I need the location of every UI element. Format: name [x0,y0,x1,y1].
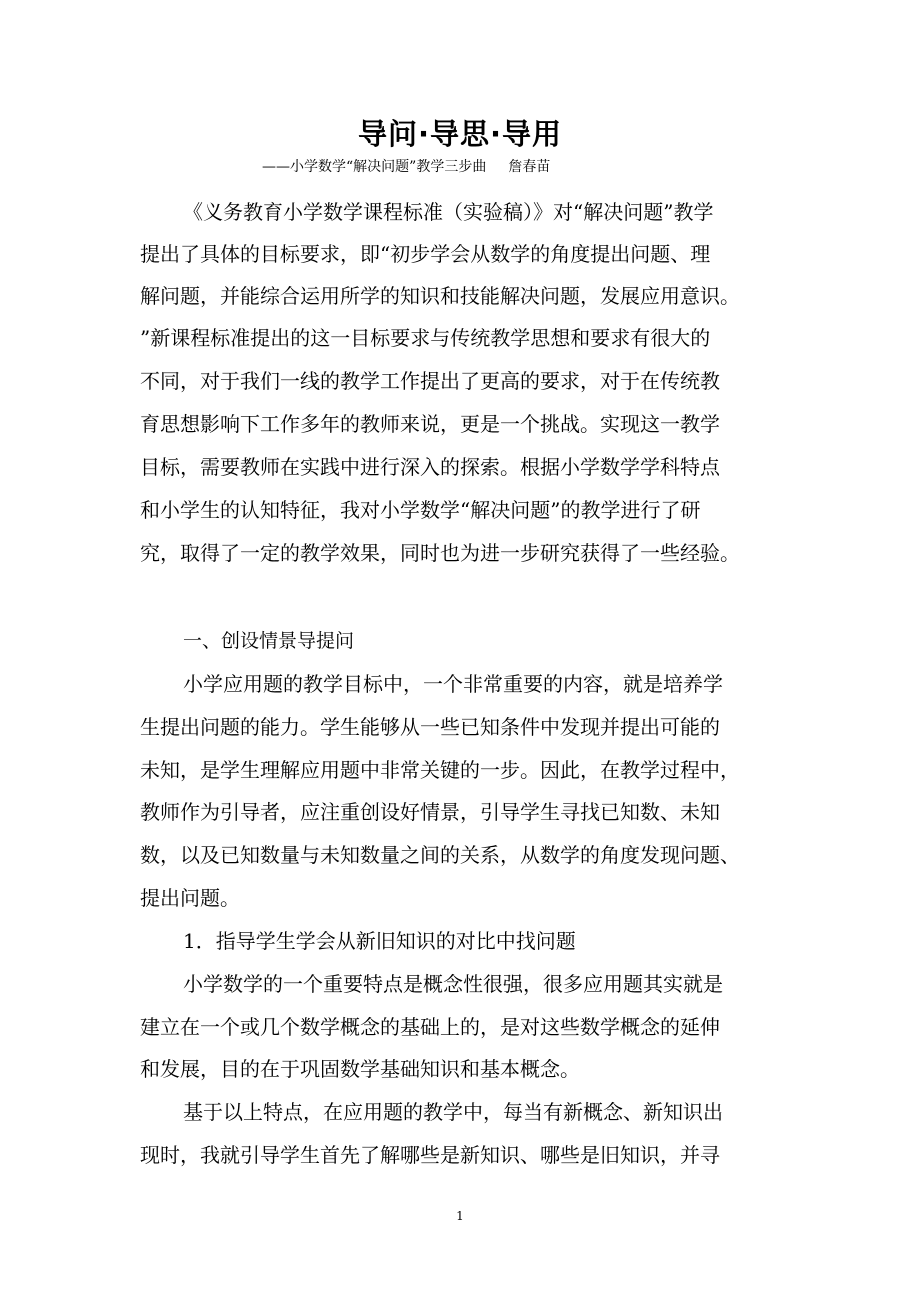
intro-line: 不同，对于我们一线的教学工作提出了更高的要求，对于在传统教 [140,369,720,393]
subsection1-para2-line: 现时，我就引导学生首先了解哪些是新知识、哪些是旧知识，并寻 [140,1143,720,1167]
intro-line: 《义务教育小学数学课程标准（实验稿）》对“解决问题”教学 [183,200,714,224]
author-name: 詹春苗 [508,159,551,175]
intro-line: 目标，需要教师在实践中进行深入的探索。根据小学数学学科特点 [140,455,720,479]
intro-line: 提出了具体的目标要求，即“初步学会从数学的角度提出问题、理 [140,242,711,266]
section1-line: 教师作为引导者，应注重创设好情景，引导学生寻找已知数、未知 [140,800,720,824]
intro-line: 究，取得了一定的教学效果，同时也为进一步研究获得了一些经验。 [140,541,740,565]
section1-line: 数，以及已知数量与未知数量之间的关系，从数学的角度发现问题、 [140,843,740,867]
page-number: 1 [456,1209,464,1223]
intro-line: 解问题，并能综合运用所学的知识和技能解决问题，发展应用意识。 [140,284,740,308]
subsection1-para1-line: 小学数学的一个重要特点是概念性很强，很多应用题其实就是 [183,972,723,996]
section1-line: 生提出问题的能力。学生能够从一些已知条件中发现并提出可能的 [140,715,720,739]
intro-line: ”新课程标准提出的这一目标要求与传统教学思想和要求有很大的 [140,326,711,350]
intro-line: 和小学生的认知特征，我对小学数学“解决问题”的教学进行了研 [140,498,701,522]
subtitle-text: ——小学数学“解决问题”教学三步曲 [262,159,487,175]
section-heading: 一、创设情景导提问 [183,630,355,652]
subsection1-para1-line: 建立在一个或几个数学概念的基础上的，是对这些数学概念的延伸 [140,1015,720,1039]
section1-line: 未知，是学生理解应用题中非常关键的一步。因此，在教学过程中， [140,758,740,782]
intro-line: 育思想影响下工作多年的教师来说，更是一个挑战。实现这一教学 [140,412,720,436]
document-subtitle [262,157,550,177]
document-title: 导问·导思·导用 [357,117,563,151]
subsection1-para2-line: 基于以上特点，在应用题的教学中，每当有新概念、新知识出 [183,1100,723,1124]
section1-line: 小学应用题的教学目标中，一个非常重要的内容，就是培养学 [183,672,723,696]
subsection1-para1-line: 和发展，目的在于巩固数学基础知识和基本概念。 [140,1057,580,1081]
subsection-heading: 1．指导学生学会从新旧知识的对比中找问题 [183,929,576,953]
section1-line: 提出问题。 [140,886,240,910]
